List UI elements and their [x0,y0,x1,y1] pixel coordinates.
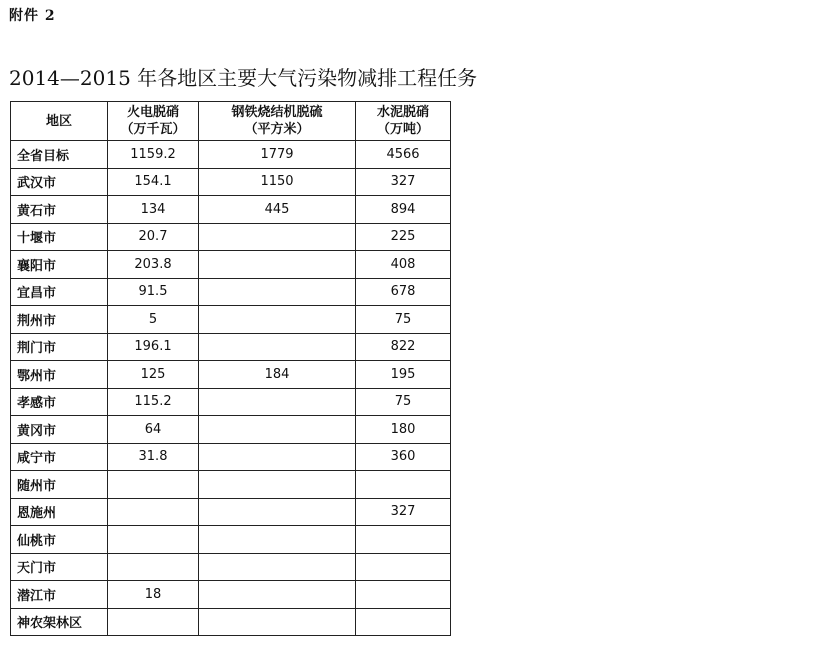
table-row [11,388,451,416]
power-denitration-cell: 196.1 [108,333,199,361]
cement-denitration-cell: 894 [356,196,451,224]
document-title: 2014—2015 年各地区主要大气污染物减排工程任务 [9,66,478,90]
cement-denitration-cell: 822 [356,333,451,361]
region-cell: 荆州市 [11,306,108,334]
table-row [11,223,451,251]
power-denitration-cell [108,553,199,581]
power-denitration-cell: 18 [108,581,199,609]
power-denitration-cell: 125 [108,361,199,389]
cement-denitration-cell: 225 [356,223,451,251]
power-denitration-cell: 91.5 [108,278,199,306]
region-cell: 潜江市 [11,581,108,609]
region-cell: 随州市 [11,471,108,499]
power-denitration-cell: 64 [108,416,199,444]
table-row [11,168,451,196]
region-cell: 天门市 [11,553,108,581]
steel-desulfurization-cell [199,333,356,361]
steel-desulfurization-cell [199,251,356,279]
region-cell: 鄂州市 [11,361,108,389]
cement-denitration-cell [356,526,451,554]
table-row [11,608,451,636]
power-denitration-cell: 203.8 [108,251,199,279]
steel-desulfurization-cell: 1150 [199,168,356,196]
cement-denitration-cell [356,608,451,636]
power-denitration-cell: 31.8 [108,443,199,471]
steel-desulfurization-cell [199,526,356,554]
cement-denitration-cell [356,553,451,581]
table-row [11,553,451,581]
table-row [11,278,451,306]
steel-desulfurization-cell [199,581,356,609]
column-header-cement-denitration: 水泥脱硝 （万吨） [356,102,451,141]
steel-desulfurization-cell [199,306,356,334]
region-cell: 十堰市 [11,223,108,251]
table-row [11,196,451,224]
region-cell: 仙桃市 [11,526,108,554]
region-cell: 恩施州 [11,498,108,526]
table-row [11,443,451,471]
table-row [11,498,451,526]
cement-denitration-cell: 180 [356,416,451,444]
steel-desulfurization-cell [199,278,356,306]
steel-desulfurization-cell [199,553,356,581]
table-row [11,306,451,334]
table-row [11,333,451,361]
cement-denitration-cell: 75 [356,388,451,416]
steel-desulfurization-cell [199,498,356,526]
cement-denitration-cell: 75 [356,306,451,334]
power-denitration-cell: 154.1 [108,168,199,196]
cement-denitration-cell: 195 [356,361,451,389]
region-cell: 黄石市 [11,196,108,224]
power-denitration-cell [108,608,199,636]
table-header-row [11,102,451,141]
table-row [11,471,451,499]
table-row [11,141,451,169]
steel-desulfurization-cell [199,608,356,636]
cement-denitration-cell: 678 [356,278,451,306]
power-denitration-cell [108,526,199,554]
power-denitration-cell: 134 [108,196,199,224]
cement-denitration-cell [356,471,451,499]
steel-desulfurization-cell [199,471,356,499]
table-row [11,416,451,444]
steel-desulfurization-cell: 445 [199,196,356,224]
steel-desulfurization-cell [199,416,356,444]
region-cell: 荆门市 [11,333,108,361]
table-body [11,141,451,636]
power-denitration-cell: 20.7 [108,223,199,251]
steel-desulfurization-cell [199,443,356,471]
region-cell: 襄阳市 [11,251,108,279]
region-cell: 全省目标 [11,141,108,169]
table-row [11,361,451,389]
steel-desulfurization-cell [199,223,356,251]
table-row [11,581,451,609]
table-row [11,251,451,279]
cement-denitration-cell: 360 [356,443,451,471]
region-cell: 武汉市 [11,168,108,196]
region-cell: 神农架林区 [11,608,108,636]
power-denitration-cell: 1159.2 [108,141,199,169]
attachment-label: 附件 2 [9,8,56,24]
steel-desulfurization-cell: 184 [199,361,356,389]
power-denitration-cell: 5 [108,306,199,334]
region-cell: 孝感市 [11,388,108,416]
emission-reduction-table [10,101,451,636]
column-header-region: 地区 [11,102,108,141]
steel-desulfurization-cell: 1779 [199,141,356,169]
cement-denitration-cell [356,581,451,609]
power-denitration-cell [108,498,199,526]
cement-denitration-cell: 408 [356,251,451,279]
power-denitration-cell: 115.2 [108,388,199,416]
cement-denitration-cell: 327 [356,168,451,196]
cement-denitration-cell: 327 [356,498,451,526]
region-cell: 黄冈市 [11,416,108,444]
cement-denitration-cell: 4566 [356,141,451,169]
column-header-power-denitration: 火电脱硝 （万千瓦） [108,102,199,141]
region-cell: 宜昌市 [11,278,108,306]
power-denitration-cell [108,471,199,499]
column-header-steel-desulfurization: 钢铁烧结机脱硫 （平方米） [199,102,356,141]
steel-desulfurization-cell [199,388,356,416]
region-cell: 咸宁市 [11,443,108,471]
table-row [11,526,451,554]
